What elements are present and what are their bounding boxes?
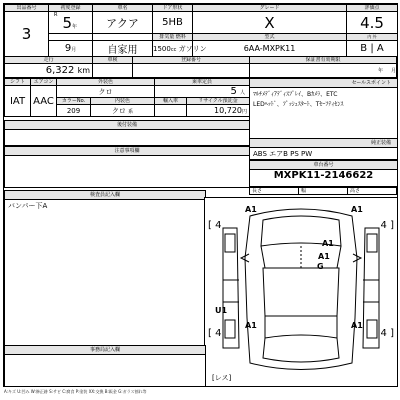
- sales-point-panel: [249, 78, 398, 140]
- inspect-label: 車検: [93, 57, 133, 64]
- disp-label: 排気量 燃料: [153, 34, 193, 41]
- chassis-label: 車台番号: [250, 161, 397, 170]
- staff-panel: [4, 345, 206, 387]
- corner-fl: [ 4: [208, 220, 222, 231]
- grade-value: X: [193, 12, 347, 34]
- expire-table: 保証書有効期限 年 月: [249, 56, 397, 78]
- lot-label: 出品番号: [5, 5, 49, 12]
- corner-rr: 4 ]: [380, 328, 394, 339]
- size-table: [249, 186, 397, 195]
- reg-month: 9月: [49, 41, 93, 57]
- car-name: アクア: [93, 12, 153, 34]
- std-equip: ABS エアB PS PW: [253, 150, 313, 158]
- damage-mark: A1: [245, 205, 257, 214]
- mileage-label: 走行: [5, 57, 93, 64]
- damage-mark: G: [317, 262, 324, 271]
- chassis-panel: [249, 160, 398, 188]
- length-label: 長さ: [250, 187, 299, 195]
- inspector-text: バンパー下A: [8, 202, 48, 210]
- color-no: 209: [57, 105, 91, 117]
- mileage: 6,322 km: [5, 64, 93, 78]
- damage-mark: A1: [351, 205, 363, 214]
- recycle-fee: 10,720円: [187, 105, 250, 117]
- capacity-label: 乗車定員: [155, 79, 250, 86]
- inspector-panel: [4, 190, 206, 347]
- int-color-label: 内装色: [91, 98, 155, 105]
- corner-fr: 4 ]: [380, 220, 394, 231]
- spare-tire-mark: [レス]: [212, 374, 232, 382]
- shift-label: シフト: [5, 79, 31, 86]
- inspector-label: 検査員記入欄: [5, 191, 205, 200]
- sales-point-line-2: LEDﾍｯﾄﾞ、ﾌﾟｯｼｭｽﾀｰﾄ、Tｾｰﾌﾃｨｾﾝｽ: [253, 101, 344, 108]
- year-label: 初度登録: [49, 5, 93, 12]
- name-label: 車名: [93, 5, 153, 12]
- chassis-number: MXPK11-2146622: [273, 170, 374, 181]
- reg-year: 5年: [63, 12, 93, 34]
- std-equip-panel: [249, 138, 398, 160]
- notes-label: 注意事項欄: [5, 147, 249, 156]
- model-code: 6AA-MXPK11: [193, 41, 347, 57]
- legend-footer: A:キズ U:凹み W:修正跡 S:サビ C:腐食 P:塗装 XX:交換 B:鈑金 G:ガラス割れ等: [4, 389, 147, 394]
- model-label: 型式: [193, 34, 347, 41]
- sales-point-line-1: ﾏﾙﾁﾒﾃﾞｨｱﾃﾞｨｽﾌﾟﾚｲ、Bｶﾒﾗ、ETC: [253, 91, 338, 98]
- ac-type: AAC: [31, 86, 57, 117]
- notes-panel: [4, 146, 250, 188]
- doors-label: ドア形状: [153, 5, 193, 12]
- ac-label: エアコン: [31, 79, 57, 86]
- expire-label: 保証書有効期限: [250, 57, 397, 64]
- capacity: 5 人: [155, 86, 250, 98]
- reg-label: 登録番号: [133, 57, 250, 64]
- lot-number: 3: [5, 12, 49, 57]
- damage-diagram: [204, 197, 398, 387]
- damage-mark: A1: [322, 239, 334, 248]
- use-type: 自家用: [93, 41, 153, 57]
- era: R: [49, 12, 63, 34]
- car-diagram: [205, 198, 397, 386]
- damage-mark: A1: [318, 252, 330, 261]
- after-equip-panel: [4, 120, 250, 146]
- ext-color-label: 外装色: [57, 79, 155, 86]
- height-label: 高さ: [348, 187, 397, 195]
- shift-type: IAT: [5, 86, 31, 117]
- inspection-sheet: [3, 3, 398, 387]
- header-table: 出品番号 初度登録 車名 ドア形状 グレード 評価点 3 R 5年 アクア 5HB X 4.5 排気量 燃料 型式 内 外 9月 自家用 1500cc ガソリン 6AA-MXPK11 B | A: [4, 4, 398, 57]
- score-value: 4.5: [347, 12, 398, 34]
- import-label: 輸入車: [155, 98, 187, 105]
- ext-color: クロ: [57, 86, 155, 98]
- int-ext-grade: B | A: [347, 41, 398, 57]
- grade-label: グレード: [193, 5, 347, 12]
- spec-table: [4, 78, 250, 117]
- int-color: クロ 系: [91, 105, 155, 117]
- width-label: 幅: [299, 187, 348, 195]
- after-equip-label: 後付装備: [5, 121, 249, 130]
- corner-rl: [ 4: [208, 328, 222, 339]
- damage-mark: A1: [245, 321, 257, 330]
- sales-point-title: セールスポイント: [250, 79, 397, 88]
- color-no-label: カラーNo.: [57, 98, 91, 105]
- damage-mark: A1: [351, 321, 363, 330]
- std-equip-label: 純正装備: [250, 139, 397, 148]
- score-label: 評価点: [347, 5, 398, 12]
- recycle-label: リサイクル預託金: [187, 98, 250, 105]
- door-type: 5HB: [153, 12, 193, 34]
- damage-mark: U1: [215, 306, 228, 315]
- displacement: 1500cc ガソリン: [153, 41, 193, 57]
- staff-label: 事務局記入欄: [5, 346, 205, 355]
- mileage-table: [4, 56, 250, 78]
